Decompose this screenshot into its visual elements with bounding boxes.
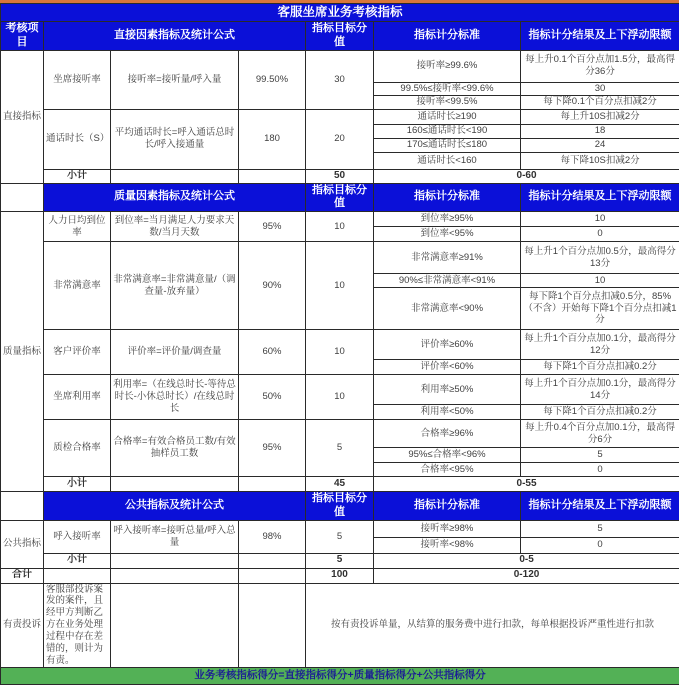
page-title: 客服坐席业务考核指标 bbox=[1, 4, 679, 22]
scoring-standard[interactable]: 到位率≥95% bbox=[374, 212, 521, 227]
indicator-formula[interactable]: 利用率=（在线总时长-等待总时长-小休总时长）/在线总时长 bbox=[111, 375, 239, 420]
scoring-standard[interactable]: 通话时长≥190 bbox=[374, 109, 521, 124]
header-quality-formula: 质量因素指标及统计公式 bbox=[44, 183, 306, 212]
target-score[interactable]: 10 bbox=[306, 242, 374, 330]
scoring-result[interactable]: 0 bbox=[521, 537, 679, 553]
scoring-standard[interactable]: 评价率≥60% bbox=[374, 330, 521, 360]
empty-cell[interactable] bbox=[239, 583, 306, 667]
target-value[interactable]: 95% bbox=[239, 212, 306, 242]
target-value[interactable]: 99.50% bbox=[239, 50, 306, 109]
subtotal-range[interactable]: 0-55 bbox=[374, 477, 679, 492]
indicator-name[interactable]: 呼入接听率 bbox=[44, 520, 111, 553]
subtotal-range[interactable]: 0-5 bbox=[374, 553, 679, 568]
target-score[interactable]: 10 bbox=[306, 375, 374, 420]
section-label-quality[interactable]: 质量指标 bbox=[1, 212, 44, 492]
indicator-name[interactable]: 质检合格率 bbox=[44, 420, 111, 477]
empty-cell[interactable] bbox=[111, 568, 239, 583]
header-target-score: 指标目标分值 bbox=[306, 492, 374, 521]
grand-total-label[interactable]: 合计 bbox=[1, 568, 44, 583]
header-standard: 指标计分标准 bbox=[374, 183, 521, 212]
complaint-penalty[interactable]: 按有责投诉单量，从结算的服务费中进行扣款，每单根据投诉严重性进行扣款 bbox=[306, 583, 679, 667]
scoring-standard[interactable]: 90%≤非常满意率<91% bbox=[374, 274, 521, 288]
grand-total-range[interactable]: 0-120 bbox=[374, 568, 679, 583]
indicator-name[interactable]: 通话时长（S） bbox=[44, 109, 111, 169]
indicator-formula[interactable]: 呼入接听率=接听总量/呼入总量 bbox=[111, 520, 239, 553]
scoring-standard[interactable]: 利用率<50% bbox=[374, 405, 521, 420]
subtotal-score[interactable]: 50 bbox=[306, 169, 374, 183]
scoring-result[interactable]: 每下降10S扣减2分 bbox=[521, 152, 679, 169]
scoring-standard[interactable]: 通话时长<160 bbox=[374, 152, 521, 169]
header-direct-formula: 直接因素指标及统计公式 bbox=[44, 22, 306, 51]
scoring-result[interactable]: 每上升10S扣减2分 bbox=[521, 109, 679, 124]
header-target-score: 指标目标分值 bbox=[306, 183, 374, 212]
empty-cell[interactable] bbox=[1, 492, 44, 521]
empty-cell[interactable] bbox=[1, 183, 44, 212]
scoring-result[interactable]: 30 bbox=[521, 82, 679, 95]
scoring-standard[interactable]: 合格率≥96% bbox=[374, 420, 521, 448]
scoring-standard[interactable]: 接听率<99.5% bbox=[374, 95, 521, 109]
indicator-formula[interactable]: 到位率=当月满足人力要求天数/当月天数 bbox=[111, 212, 239, 242]
section-label-public[interactable]: 公共指标 bbox=[1, 520, 44, 568]
target-value[interactable]: 50% bbox=[239, 375, 306, 420]
empty-cell[interactable] bbox=[111, 583, 239, 667]
indicator-name[interactable]: 坐席接听率 bbox=[44, 50, 111, 109]
target-value[interactable]: 98% bbox=[239, 520, 306, 553]
complaint-label[interactable]: 有责投诉 bbox=[1, 583, 44, 667]
indicator-formula[interactable]: 接听率=接听量/呼入量 bbox=[111, 50, 239, 109]
scoring-result[interactable]: 每下降1个百分点扣减0.2分 bbox=[521, 405, 679, 420]
grand-total-score[interactable]: 100 bbox=[306, 568, 374, 583]
empty-cell[interactable] bbox=[239, 568, 306, 583]
scoring-standard[interactable]: 接听率≥99.6% bbox=[374, 50, 521, 82]
header-public-formula: 公共指标及统计公式 bbox=[44, 492, 306, 521]
empty-cell[interactable] bbox=[111, 553, 239, 568]
header-standard: 指标计分标准 bbox=[374, 492, 521, 521]
scoring-result[interactable]: 5 bbox=[521, 448, 679, 463]
scoring-result[interactable]: 每上升1个百分点加0.5分，最高得分13分 bbox=[521, 242, 679, 274]
header-target-score: 指标目标分值 bbox=[306, 22, 374, 51]
scoring-standard[interactable]: 合格率<95% bbox=[374, 463, 521, 477]
scoring-standard[interactable]: 评价率<60% bbox=[374, 360, 521, 375]
target-value[interactable]: 90% bbox=[239, 242, 306, 330]
assessment-table bbox=[0, 3, 679, 685]
score-formula-footer: 业务考核指标得分=直接指标得分+质量指标得分+公共指标得分 bbox=[1, 667, 679, 684]
indicator-formula[interactable]: 合格率=有效合格员工数/有效抽样员工数 bbox=[111, 420, 239, 477]
target-value[interactable]: 60% bbox=[239, 330, 306, 375]
scoring-result[interactable]: 0 bbox=[521, 463, 679, 477]
scoring-standard[interactable]: 非常满意率<90% bbox=[374, 288, 521, 330]
indicator-formula[interactable]: 平均通话时长=呼入通话总时长/呼入接通量 bbox=[111, 109, 239, 169]
indicator-name[interactable]: 人力日均到位率 bbox=[44, 212, 111, 242]
scoring-standard[interactable]: 接听率≥98% bbox=[374, 520, 521, 537]
header-result: 指标计分结果及上下浮动限额 bbox=[521, 183, 679, 212]
scoring-result[interactable]: 每下降1个百分点扣减0.5分，85%（不含）开始每下降1个百分点扣减1分 bbox=[521, 288, 679, 330]
complaint-description[interactable]: 客服部投诉案发的案件，且经甲方判断乙方在业务处理过程中存在差错的，则计为有责。 bbox=[44, 583, 111, 667]
empty-cell[interactable] bbox=[111, 477, 239, 492]
empty-cell[interactable] bbox=[44, 568, 111, 583]
scoring-standard[interactable]: 99.5%≤接听率<99.6% bbox=[374, 82, 521, 95]
scoring-result[interactable]: 10 bbox=[521, 212, 679, 227]
indicator-formula[interactable]: 非常满意率=非常满意量/（调查量-放弃量） bbox=[111, 242, 239, 330]
scoring-result[interactable]: 10 bbox=[521, 274, 679, 288]
target-score[interactable]: 5 bbox=[306, 420, 374, 477]
scoring-result[interactable]: 每下降1个百分点扣减0.2分 bbox=[521, 360, 679, 375]
target-value[interactable]: 180 bbox=[239, 109, 306, 169]
indicator-formula[interactable]: 评价率=评价量/调查量 bbox=[111, 330, 239, 375]
scoring-standard[interactable]: 160≤通话时长<190 bbox=[374, 124, 521, 138]
empty-cell[interactable] bbox=[111, 169, 239, 183]
scoring-standard[interactable]: 利用率≥50% bbox=[374, 375, 521, 405]
scoring-result[interactable]: 每上升0.4个百分点加0.1分，最高得分6分 bbox=[521, 420, 679, 448]
header-result: 指标计分结果及上下浮动限额 bbox=[521, 22, 679, 51]
scoring-result[interactable]: 每上升1个百分点加0.1分，最高得分12分 bbox=[521, 330, 679, 360]
scoring-result[interactable]: 24 bbox=[521, 138, 679, 152]
scoring-result[interactable]: 0 bbox=[521, 227, 679, 242]
scoring-result[interactable]: 18 bbox=[521, 124, 679, 138]
scoring-result[interactable]: 5 bbox=[521, 520, 679, 537]
empty-cell[interactable] bbox=[239, 553, 306, 568]
target-score[interactable]: 30 bbox=[306, 50, 374, 109]
section-label-direct[interactable]: 直接指标 bbox=[1, 50, 44, 183]
scoring-standard[interactable]: 接听率<98% bbox=[374, 537, 521, 553]
scoring-standard[interactable]: 170≤通话时长≤180 bbox=[374, 138, 521, 152]
empty-cell[interactable] bbox=[239, 477, 306, 492]
target-score[interactable]: 20 bbox=[306, 109, 374, 169]
subtotal-score[interactable]: 45 bbox=[306, 477, 374, 492]
target-value[interactable]: 95% bbox=[239, 420, 306, 477]
indicator-name[interactable]: 客户评价率 bbox=[44, 330, 111, 375]
scoring-standard[interactable]: 非常满意率≥91% bbox=[374, 242, 521, 274]
header-standard: 指标计分标准 bbox=[374, 22, 521, 51]
scoring-standard[interactable]: 95%≤合格率<96% bbox=[374, 448, 521, 463]
subtotal-range[interactable]: 0-60 bbox=[374, 169, 679, 183]
scoring-result[interactable]: 每下降0.1个百分点扣减2分 bbox=[521, 95, 679, 109]
subtotal-label[interactable]: 小计 bbox=[44, 169, 111, 183]
header-result: 指标计分结果及上下浮动限额 bbox=[521, 492, 679, 521]
subtotal-label[interactable]: 小计 bbox=[44, 553, 111, 568]
subtotal-score[interactable]: 5 bbox=[306, 553, 374, 568]
target-score[interactable]: 10 bbox=[306, 330, 374, 375]
indicator-name[interactable]: 非常满意率 bbox=[44, 242, 111, 330]
header-project: 考核项目 bbox=[1, 22, 44, 51]
scoring-standard[interactable]: 到位率<95% bbox=[374, 227, 521, 242]
scoring-result[interactable]: 每上升0.1个百分点加1.5分，最高得分36分 bbox=[521, 50, 679, 82]
empty-cell[interactable] bbox=[239, 169, 306, 183]
target-score[interactable]: 5 bbox=[306, 520, 374, 553]
scoring-result[interactable]: 每上升1个百分点加0.1分，最高得分14分 bbox=[521, 375, 679, 405]
subtotal-label[interactable]: 小计 bbox=[44, 477, 111, 492]
target-score[interactable]: 10 bbox=[306, 212, 374, 242]
indicator-name[interactable]: 坐席利用率 bbox=[44, 375, 111, 420]
